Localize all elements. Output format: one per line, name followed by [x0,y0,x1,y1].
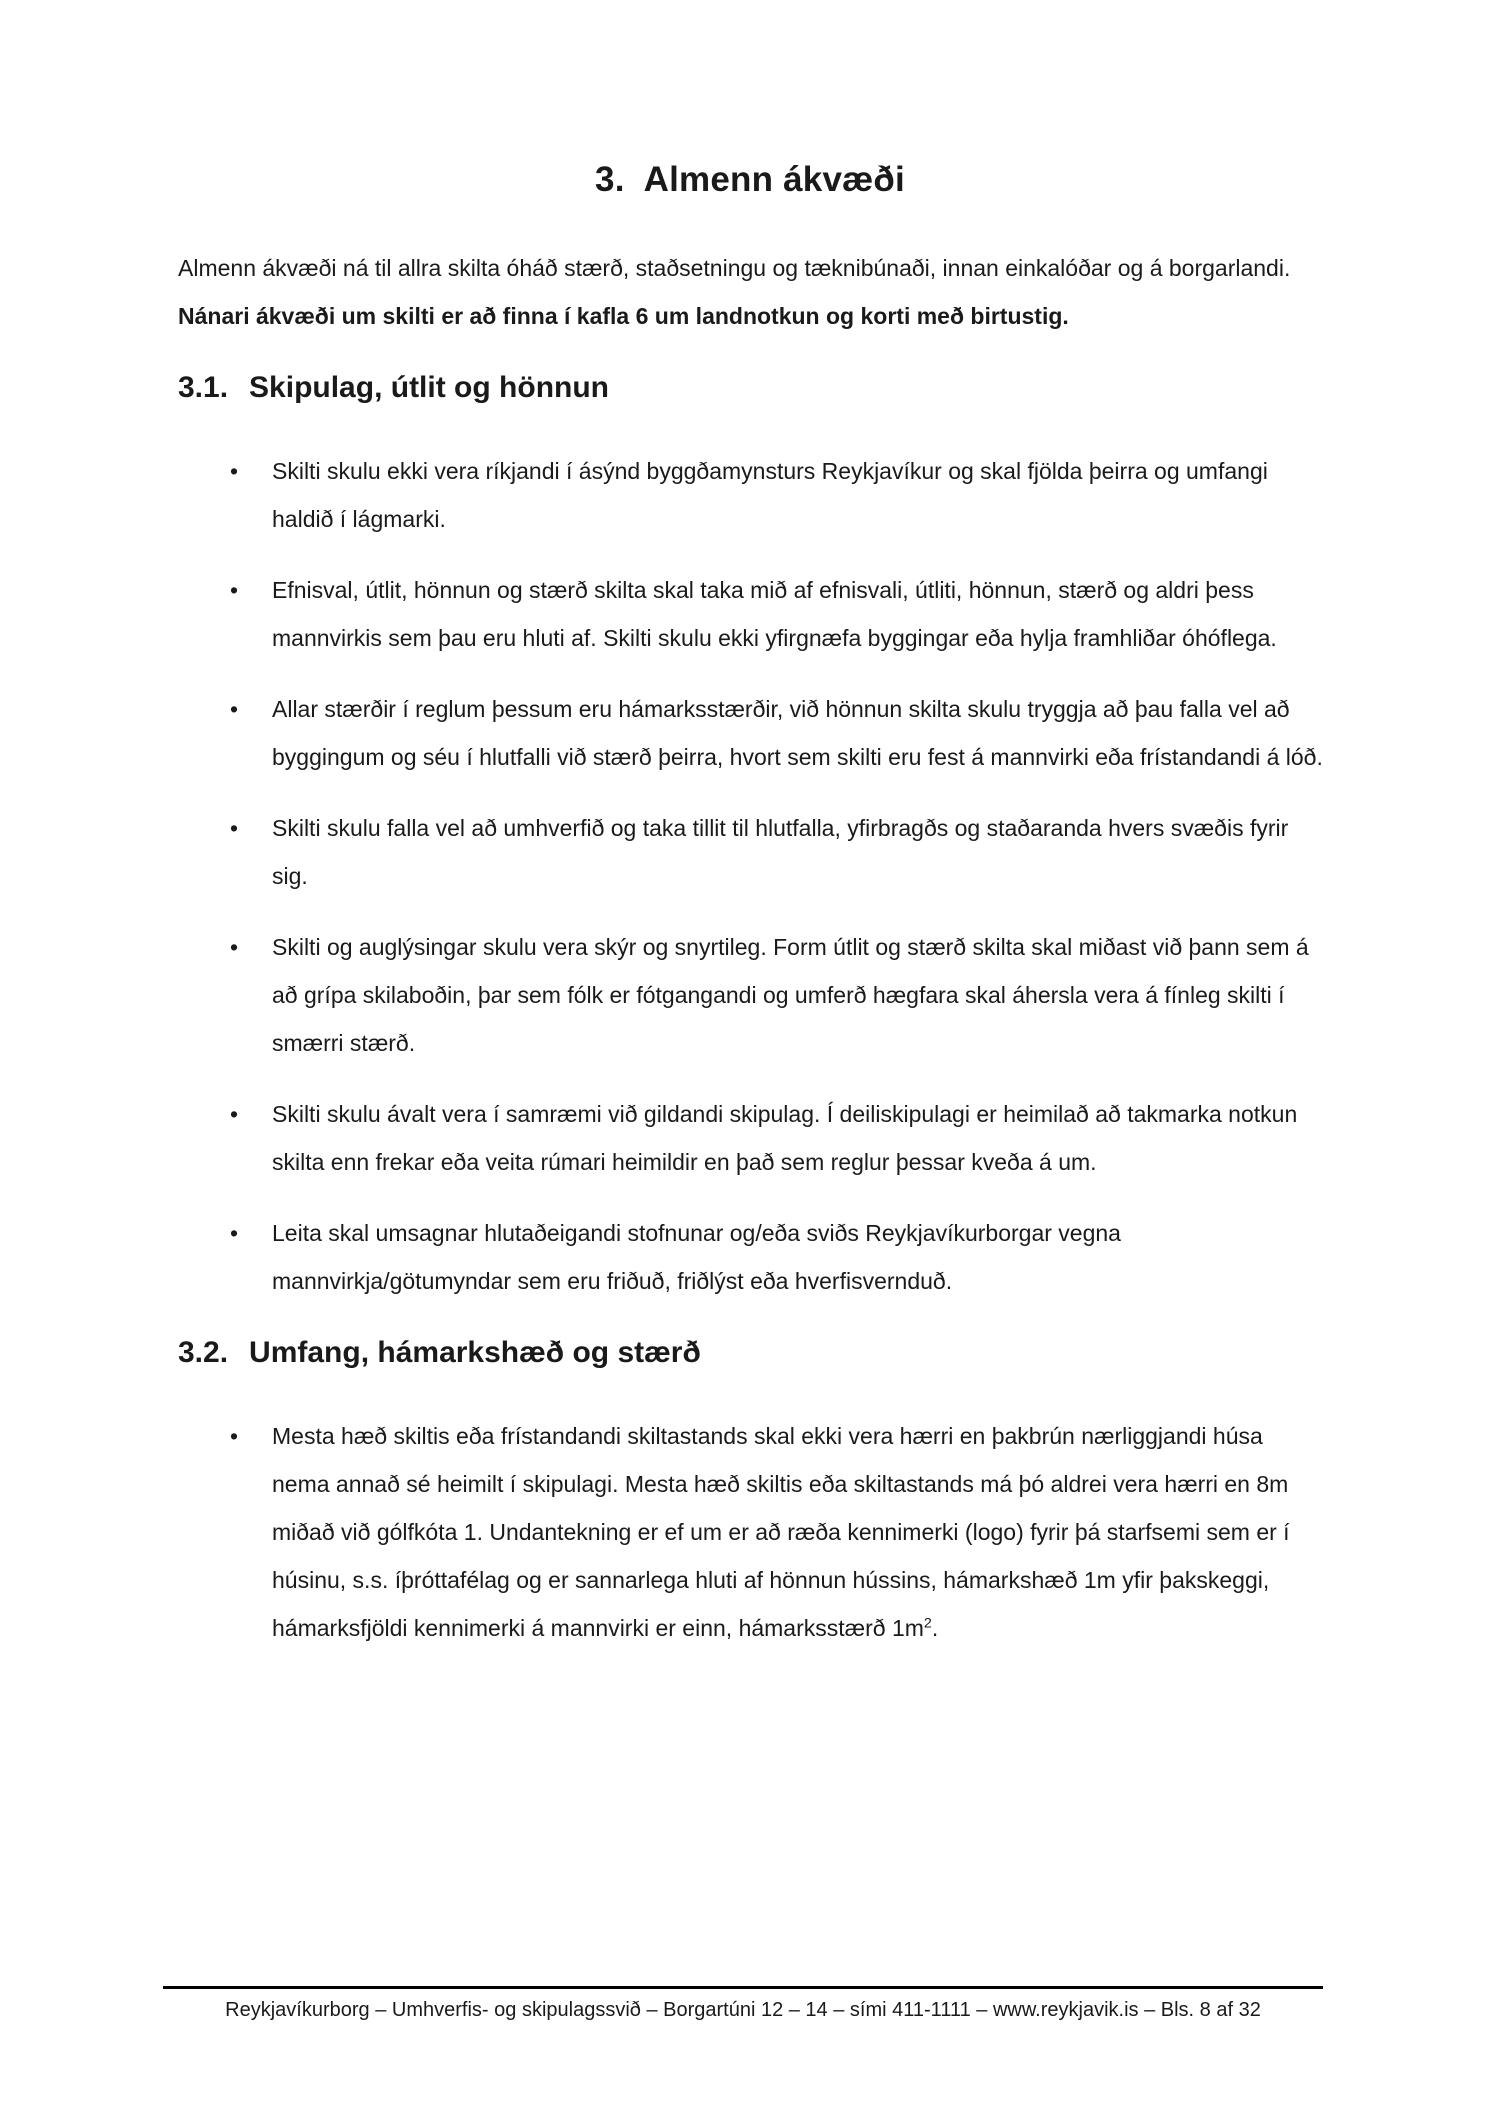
bullet-text: Skilti skulu falla vel að umhverfið og taka tillit til hlutfalla, yfirbragðs og staðaranda hvers svæðis fyrir sig. [272,815,1289,889]
bullet-text: Leita skal umsagnar hlutaðeigandi stofnunar og/eða sviðs Reykjavíkurborgar vegna mannvirkja/götumyndar sem eru friðuð, friðlýst eða hverfisvernduð. [272,1220,1121,1294]
bullet-text: Skilti skulu ávalt vera í samræmi við gildandi skipulag. Í deiliskipulagi er heimilað að takmarka notkun skilta enn frekar eða veita rúmari heimildir en það sem reglur þessar kveða á um. [272,1101,1298,1175]
bullet-marker: • [230,1101,239,1127]
intro-text-normal: Almenn ákvæði ná til allra skilta óháð stærð, staðsetningu og tæknibúnaði, innan einkalóðar og á borgarlandi. [178,255,1291,281]
section-skipulag-utlit-og-honnun [0,364,1500,1305]
footer-text: Reykjavíkurborg – Umhverfis- og skipulagssvið – Borgartúni 12 – 14 – sími 411-1111 – www.reykjavik.is – Bls. 8 af 32 [225,1999,1261,2021]
intro-text-bold: Nánari ákvæði um skilti er að finna í kafla 6 um landnotkun og korti með birtustig. [178,303,1069,329]
section-title: Skipulag, útlit og hönnun [249,371,609,404]
page-title [0,158,1500,202]
footer-divider [163,1986,1323,1989]
bullet-marker: • [230,815,239,841]
bullet-marker: • [230,934,239,960]
section-number: 3.1. [178,371,229,404]
title-number: 3. [595,160,625,199]
bullet-list [178,447,1324,1305]
bullet-text: Mesta hæð skiltis eða frístandandi skiltastands skal ekki vera hærri en þakbrún nærliggjandi húsa nema annað sé heimilt í skipulagi. Mesta hæð skiltis eða skiltastands má þó aldrei vera hærri en 8m miðað við gólfkóta 1. Undantekning er ef um er að ræða kennimerki (logo) fyrir þá starfsemi sem er í húsinu, s.s. íþróttafélag og er sannarlega hluti af hönnun hússins, hámarkshæð 1m yfir þakskeggi, hámarksfjöldi kennimerki á mannvirki er einn, hámarksstærð $1m^2$. [272,1423,1290,1641]
section-number: 3.2. [178,1336,229,1369]
section-heading [178,364,1500,412]
section-umfang-hamarkshaed-og-staerd [0,1329,1500,1652]
bullet-item [178,804,1324,900]
bullet-item [178,447,1324,543]
bullet-marker: • [230,577,239,603]
bullet-text: Allar stærðir í reglum þessum eru hámarksstærðir, við hönnun skilta skulu tryggja að þau falla vel að byggingum og séu í hlutfalli við stærð þeirra, hvort sem skilti eru fest á mannvirki eða frístandandi á lóð. [272,696,1323,770]
bullet-marker: • [230,696,239,722]
section-heading [178,1329,1500,1377]
bullet-item [178,685,1324,781]
section-title: Umfang, hámarkshæð og stærð [249,1336,701,1369]
bullet-item [178,1209,1324,1305]
bullet-item [178,566,1324,662]
bullet-list [178,1412,1324,1652]
bullet-text: Skilti skulu ekki vera ríkjandi í ásýnd byggðamynsturs Reykjavíkur og skal fjölda þeirra og umfangi haldið í lágmarki. [272,458,1268,532]
bullet-item [178,923,1324,1067]
bullet-marker: • [230,458,239,484]
intro-paragraph [178,244,1324,340]
bullet-marker: • [230,1220,239,1246]
bullet-item [178,1090,1324,1186]
bullet-marker: • [230,1423,239,1449]
bullet-text: Efnisval, útlit, hönnun og stærð skilta skal taka mið af efnisvali, útliti, hönnun, stærð og aldri þess mannvirkis sem þau eru hluti af. Skilti skulu ekki yfirgnæfa byggingar eða hylja framhliðar óhóflega. [272,577,1277,651]
title-text: Almenn ákvæði [643,160,905,199]
bullet-item [178,1412,1324,1652]
bullet-text: Skilti og auglýsingar skulu vera skýr og snyrtileg. Form útlit og stærð skilta skal miðast við þann sem á að grípa skilaboðin, þar sem fólk er fótgangandi og umferð hægfara skal áhersla vera á fínleg skilti í smærri stærð. [272,934,1309,1056]
page-footer [163,1986,1323,2024]
